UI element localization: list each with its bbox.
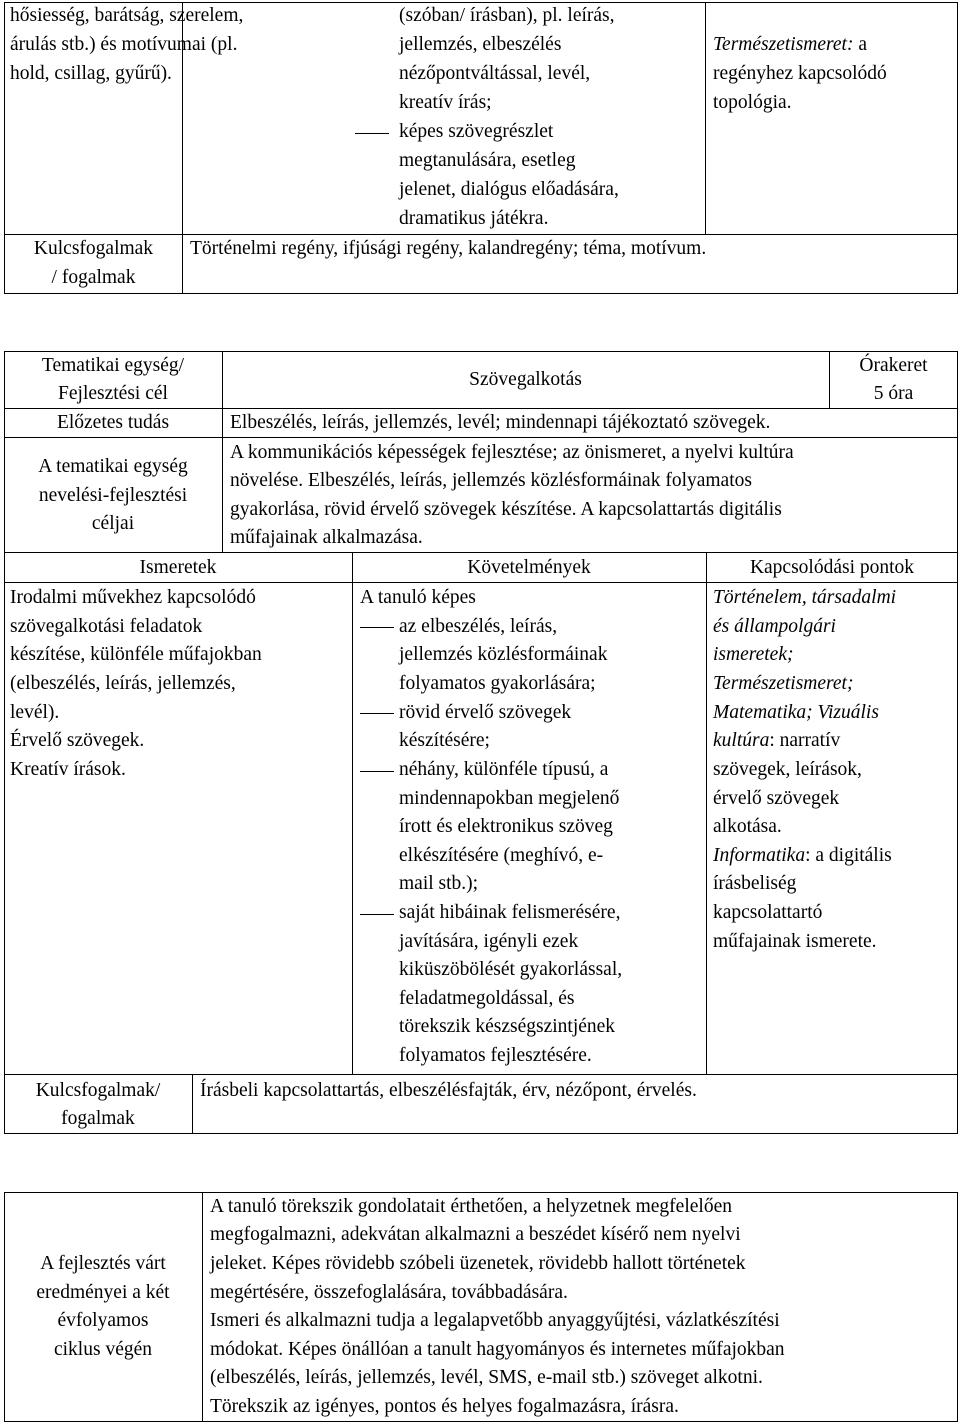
row-divider bbox=[4, 1074, 958, 1075]
kulcs-text: Történelmi regény, ifjúsági regény, kalandregény; téma, motívum. bbox=[190, 238, 707, 259]
header-kapcsolodasi: Kapcsolódási pontok bbox=[749, 557, 915, 578]
subject-link: Természetismeret: bbox=[713, 34, 854, 55]
header-kovetelmenyek: Követelmények bbox=[467, 557, 591, 578]
elozetes-label: Előzetes tudás bbox=[56, 412, 170, 433]
row-divider bbox=[4, 552, 958, 553]
bullet-dash bbox=[360, 914, 394, 915]
bullet-dash bbox=[355, 133, 389, 134]
col-divider bbox=[352, 552, 353, 1074]
col-divider bbox=[202, 1192, 203, 1422]
tematika-title: Szövegalkotás bbox=[469, 369, 582, 390]
col-divider bbox=[192, 1074, 193, 1134]
header-ismeretek: Ismeretek bbox=[139, 557, 217, 578]
elozetes-text: Elbeszélés, leírás, jellemzés, levél; mindennapi tájékoztató szövegek. bbox=[230, 412, 771, 433]
col-divider bbox=[706, 552, 707, 1074]
bullet-dash bbox=[360, 627, 394, 628]
bullet-dash bbox=[360, 713, 394, 714]
kulcs-text-2: Írásbeli kapcsolattartás, elbeszélésfajták, érv, nézőpont, érvelés. bbox=[200, 1080, 697, 1101]
bullet-dash bbox=[360, 771, 394, 772]
